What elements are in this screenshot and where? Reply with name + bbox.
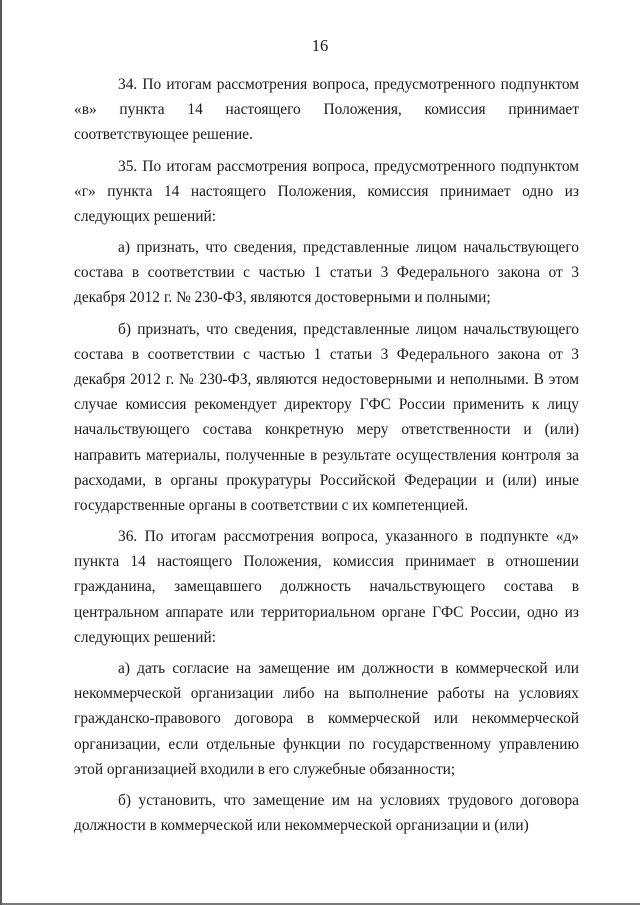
paragraph-35: 35. По итогам рассмотрения вопроса, предусмотренного подпунктом «г» пункта 14 настоящего Положения, комиссия принимает одно из следующих решений: xyxy=(74,157,579,225)
paragraph-36-a: а) дать согласие на замещение им должности в коммерческой или некоммерческой организации либо на выполнение работы на условиях гражданско-правового договора в коммерческой или некоммерческой организации, если отдельные функции по государственному управлению этой организацией входили в его служебные обязанности; xyxy=(74,659,579,778)
paragraph-35-b: б) признать, что сведения, представленные лицом начальствующего состава в соответствии с частью 1 статьи 3 Федерального закона от 3 декабря 2012 г. № 230-ФЗ, являются недостоверными и неполными. В этом случае комиссия рекомендует директору ГФС России применить к лицу начальствующего состава конкретную меру ответственности и (или) направить материалы, полученные в результате осуществления контроля за расходами, в органы прокуратуры Российской Федерации и (или) иные государственные органы в соответствии с их компетенцией. xyxy=(74,320,579,514)
page-number: 16 xyxy=(311,36,329,55)
paragraph-36: 36. По итогам рассмотрения вопроса, указанного в подпункте «д» пункта 14 настоящего Положения, комиссия принимает в отношении гражданина, замещавшего должность начальствующего состава в центральном аппарате или территориальном органе ГФС России, одно из следующих решений: xyxy=(74,528,579,646)
paragraph-34: 34. По итогам рассмотрения вопроса, предусмотренного подпунктом «в» пункта 14 настоящего Положения, комиссия принимает соответствующее решение. xyxy=(74,76,579,144)
document-body xyxy=(74,72,579,844)
paragraph-35-a: а) признать, что сведения, представленные лицом начальствующего состава в соответствии с частью 1 статьи 3 Федерального закона от 3 декабря 2012 г. № 230-ФЗ, являются достоверными и полными; xyxy=(74,239,579,307)
paragraph-36-b: б) установить, что замещение им на условиях трудового договора должности в коммерческой или некоммерческой организации и (или) xyxy=(74,791,579,835)
